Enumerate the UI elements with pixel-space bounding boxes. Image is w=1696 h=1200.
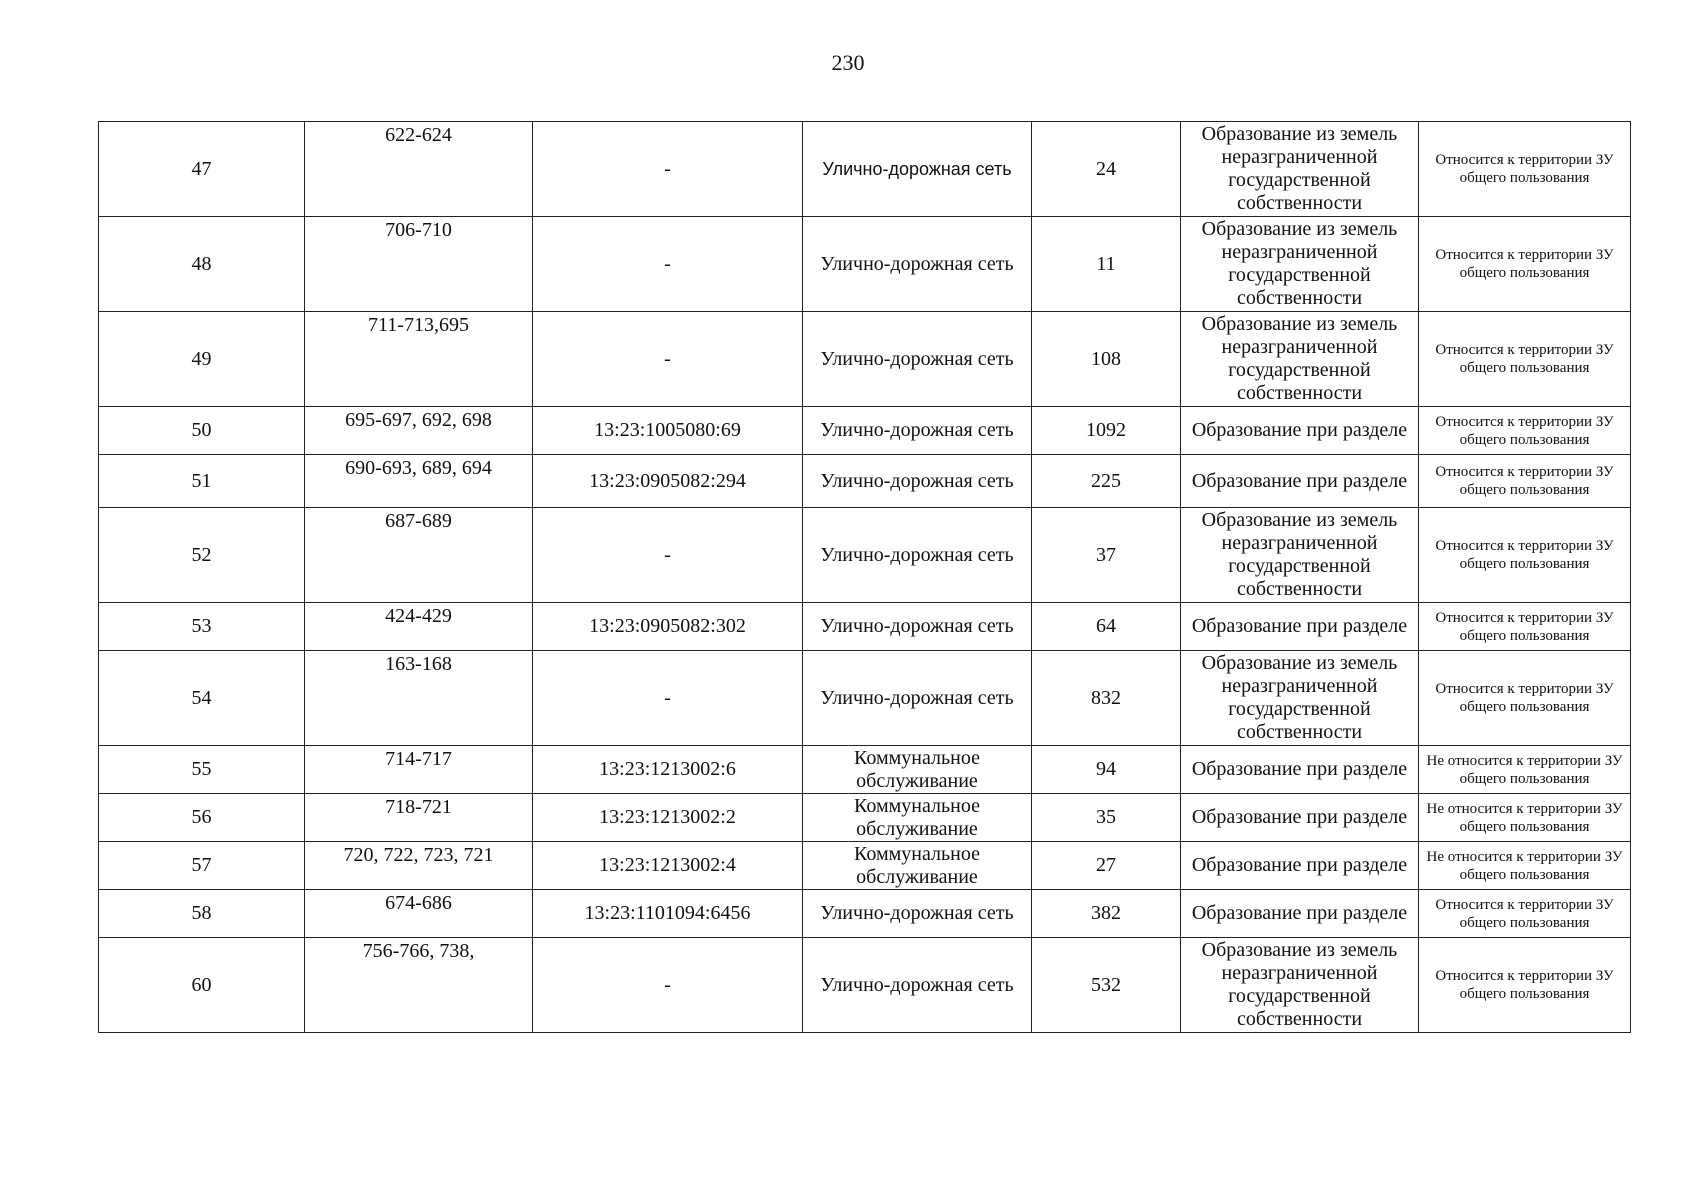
table-row (99, 455, 1631, 508)
table-row (99, 794, 1631, 842)
cadastral-number-cell: - (533, 217, 803, 312)
public-use-note-cell: Относится к территории ЗУ общего пользования (1419, 407, 1631, 455)
formation-method-cell: Образование при разделе (1181, 455, 1419, 508)
area-cell: 37 (1032, 508, 1181, 603)
points-cell: 756-766, 738, (305, 938, 533, 1033)
table-row (99, 938, 1631, 1033)
table-row (99, 122, 1631, 217)
formation-method-cell: Образование из земель неразграниченной государственной собственности (1181, 938, 1419, 1033)
cadastral-number-cell: - (533, 651, 803, 746)
formation-method-cell: Образование из земель неразграниченной государственной собственности (1181, 651, 1419, 746)
public-use-note-cell: Не относится к территории ЗУ общего пользования (1419, 746, 1631, 794)
table-row (99, 603, 1631, 651)
table-row (99, 508, 1631, 603)
points-cell: 718-721 (305, 794, 533, 842)
table-row (99, 312, 1631, 407)
cadastral-number-cell: - (533, 122, 803, 217)
formation-method-cell: Образование при разделе (1181, 890, 1419, 938)
cadastral-number-cell: 13:23:1005080:69 (533, 407, 803, 455)
points-cell: 674-686 (305, 890, 533, 938)
area-cell: 532 (1032, 938, 1181, 1033)
public-use-note-cell: Относится к территории ЗУ общего пользования (1419, 122, 1631, 217)
public-use-note-cell: Относится к территории ЗУ общего пользования (1419, 890, 1631, 938)
row-number-cell: 55 (99, 746, 305, 794)
cadastral-number-cell: - (533, 508, 803, 603)
land-plots-table (98, 121, 1631, 1033)
area-cell: 27 (1032, 842, 1181, 890)
permitted-use-cell: Улично-дорожная сеть (803, 938, 1032, 1033)
permitted-use-cell: Улично-дорожная сеть (803, 651, 1032, 746)
points-cell: 711-713,695 (305, 312, 533, 407)
table-row (99, 651, 1631, 746)
permitted-use-cell: Коммунальное обслуживание (803, 746, 1032, 794)
cadastral-number-cell: - (533, 312, 803, 407)
cadastral-number-cell: 13:23:1213002:6 (533, 746, 803, 794)
formation-method-cell: Образование из земель неразграниченной государственной собственности (1181, 217, 1419, 312)
formation-method-cell: Образование при разделе (1181, 842, 1419, 890)
permitted-use-cell: Улично-дорожная сеть (803, 217, 1032, 312)
cadastral-number-cell: 13:23:1213002:2 (533, 794, 803, 842)
public-use-note-cell: Относится к территории ЗУ общего пользования (1419, 217, 1631, 312)
points-cell: 706-710 (305, 217, 533, 312)
row-number-cell: 58 (99, 890, 305, 938)
formation-method-cell: Образование из земель неразграниченной государственной собственности (1181, 508, 1419, 603)
table-row (99, 842, 1631, 890)
permitted-use-cell: Улично-дорожная сеть (803, 407, 1032, 455)
cadastral-number-cell: - (533, 938, 803, 1033)
formation-method-cell: Образование при разделе (1181, 407, 1419, 455)
table-row (99, 746, 1631, 794)
points-cell: 720, 722, 723, 721 (305, 842, 533, 890)
permitted-use-cell: Улично-дорожная сеть (803, 508, 1032, 603)
row-number-cell: 48 (99, 217, 305, 312)
row-number-cell: 56 (99, 794, 305, 842)
permitted-use-cell: Коммунальное обслуживание (803, 842, 1032, 890)
points-cell: 622-624 (305, 122, 533, 217)
points-cell: 424-429 (305, 603, 533, 651)
area-cell: 64 (1032, 603, 1181, 651)
row-number-cell: 47 (99, 122, 305, 217)
area-cell: 24 (1032, 122, 1181, 217)
row-number-cell: 52 (99, 508, 305, 603)
row-number-cell: 51 (99, 455, 305, 508)
row-number-cell: 53 (99, 603, 305, 651)
permitted-use-cell: Улично-дорожная сеть (803, 122, 1032, 217)
area-cell: 108 (1032, 312, 1181, 407)
points-cell: 690-693, 689, 694 (305, 455, 533, 508)
points-cell: 687-689 (305, 508, 533, 603)
area-cell: 94 (1032, 746, 1181, 794)
points-cell: 163-168 (305, 651, 533, 746)
cadastral-number-cell: 13:23:1213002:4 (533, 842, 803, 890)
area-cell: 1092 (1032, 407, 1181, 455)
public-use-note-cell: Относится к территории ЗУ общего пользования (1419, 455, 1631, 508)
area-cell: 35 (1032, 794, 1181, 842)
page-number: 230 (831, 50, 865, 75)
permitted-use-cell: Коммунальное обслуживание (803, 794, 1032, 842)
area-cell: 832 (1032, 651, 1181, 746)
row-number-cell: 50 (99, 407, 305, 455)
permitted-use-cell: Улично-дорожная сеть (803, 312, 1032, 407)
table-row (99, 407, 1631, 455)
cadastral-number-cell: 13:23:0905082:294 (533, 455, 803, 508)
row-number-cell: 49 (99, 312, 305, 407)
cadastral-number-cell: 13:23:1101094:6456 (533, 890, 803, 938)
public-use-note-cell: Не относится к территории ЗУ общего пользования (1419, 794, 1631, 842)
public-use-note-cell: Относится к территории ЗУ общего пользования (1419, 603, 1631, 651)
public-use-note-cell: Относится к территории ЗУ общего пользования (1419, 651, 1631, 746)
permitted-use-cell: Улично-дорожная сеть (803, 890, 1032, 938)
permitted-use-cell: Улично-дорожная сеть (803, 455, 1032, 508)
table-body (99, 122, 1631, 1033)
row-number-cell: 60 (99, 938, 305, 1033)
formation-method-cell: Образование из земель неразграниченной государственной собственности (1181, 312, 1419, 407)
row-number-cell: 54 (99, 651, 305, 746)
table-row (99, 217, 1631, 312)
area-cell: 11 (1032, 217, 1181, 312)
public-use-note-cell: Относится к территории ЗУ общего пользования (1419, 508, 1631, 603)
points-cell: 714-717 (305, 746, 533, 794)
row-number-cell: 57 (99, 842, 305, 890)
area-cell: 225 (1032, 455, 1181, 508)
table-row (99, 890, 1631, 938)
formation-method-cell: Образование при разделе (1181, 746, 1419, 794)
formation-method-cell: Образование при разделе (1181, 603, 1419, 651)
formation-method-cell: Образование при разделе (1181, 794, 1419, 842)
permitted-use-cell: Улично-дорожная сеть (803, 603, 1032, 651)
public-use-note-cell: Относится к территории ЗУ общего пользования (1419, 938, 1631, 1033)
area-cell: 382 (1032, 890, 1181, 938)
cadastral-number-cell: 13:23:0905082:302 (533, 603, 803, 651)
public-use-note-cell: Не относится к территории ЗУ общего пользования (1419, 842, 1631, 890)
public-use-note-cell: Относится к территории ЗУ общего пользования (1419, 312, 1631, 407)
points-cell: 695-697, 692, 698 (305, 407, 533, 455)
formation-method-cell: Образование из земель неразграниченной государственной собственности (1181, 122, 1419, 217)
